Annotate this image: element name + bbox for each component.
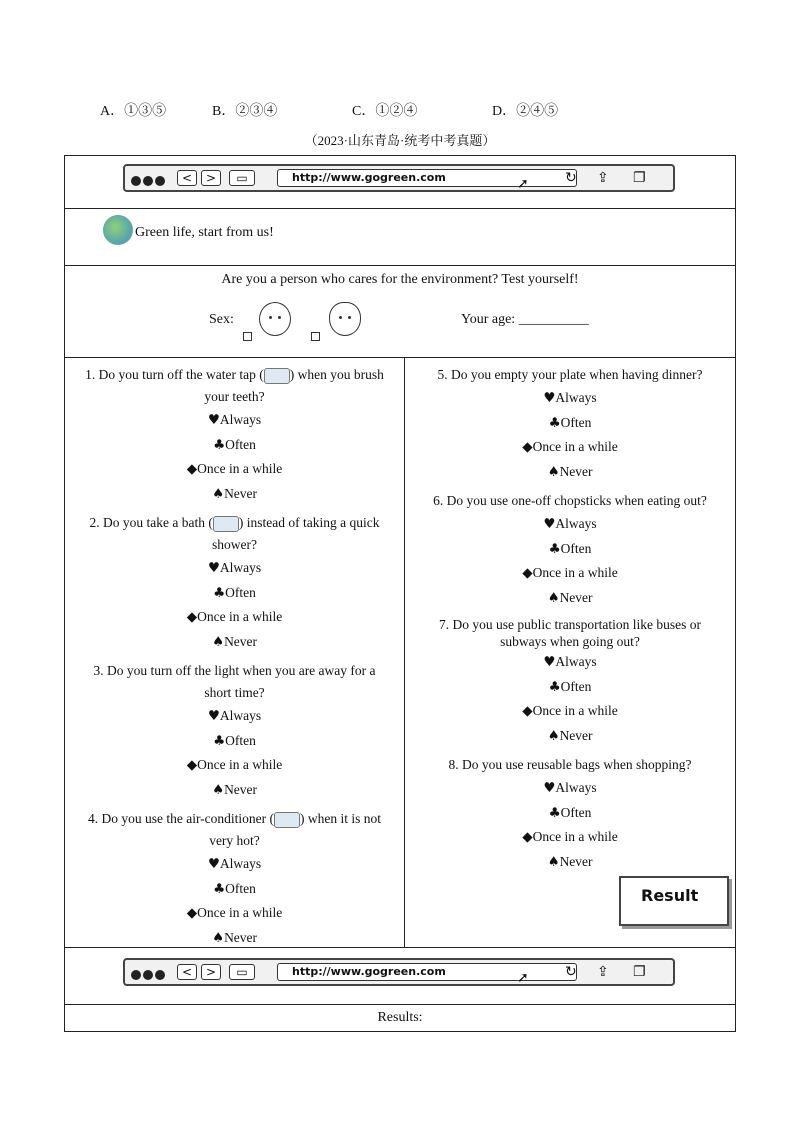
sidebar-icon[interactable]: ▭ (229, 964, 255, 980)
option-label: Always (555, 516, 597, 531)
slogan-row (65, 209, 735, 266)
option-often[interactable] (405, 411, 735, 436)
window-dots-icon (131, 173, 167, 191)
option-never[interactable] (65, 778, 404, 803)
heart-icon: ♥ (543, 780, 556, 796)
heart-icon: ♥ (207, 708, 220, 724)
option-always[interactable] (65, 408, 404, 433)
option-label: Often (225, 584, 256, 600)
heart-icon: ♥ (543, 390, 556, 406)
question-4 (65, 808, 404, 950)
answer-choices (100, 100, 620, 118)
question-8-text: 8. Do you use reusable bags when shopping? (448, 757, 692, 772)
browser-toolbar (123, 958, 675, 986)
option-never[interactable] (405, 460, 735, 485)
option-never[interactable] (65, 630, 404, 655)
option-label: Once in a while (197, 461, 283, 476)
results-label: Results: (377, 1010, 423, 1025)
tabs-icon[interactable]: ❐ (633, 170, 646, 186)
spade-icon: ♠ (211, 781, 225, 798)
diamond-icon: ◆ (186, 757, 198, 773)
option-label: Always (555, 654, 597, 669)
spade-icon: ♠ (547, 589, 560, 606)
mouse-cursor-icon: ➚ (517, 176, 529, 192)
girl-checkbox[interactable] (311, 332, 320, 341)
water-tap-icon (264, 368, 290, 384)
option-label: Often (560, 540, 592, 556)
refresh-icon[interactable]: ↻ (565, 964, 577, 980)
back-icon[interactable]: < (177, 170, 197, 186)
question-3 (65, 660, 404, 802)
option-never[interactable] (65, 926, 404, 951)
questions-row (65, 358, 735, 948)
spade-icon: ♠ (211, 633, 225, 650)
age-field[interactable]: Your age: __________ (461, 312, 589, 327)
browser-toolbar (123, 164, 675, 192)
share-icon[interactable]: ⇪ (597, 964, 609, 980)
choice-c: C．①②④ (352, 104, 418, 119)
heart-icon: ♥ (207, 560, 220, 576)
question-1 (65, 364, 404, 506)
option-label: Always (555, 390, 597, 405)
option-label: Always (219, 708, 262, 723)
option-once[interactable] (65, 753, 404, 778)
browser-bar-row-bottom (65, 948, 735, 1005)
heart-icon: ♥ (207, 856, 220, 872)
option-label: Always (219, 412, 262, 427)
intro-row (65, 266, 735, 358)
results-row (65, 1005, 735, 1031)
option-often[interactable] (65, 581, 404, 606)
exam-source: （2023·山东青岛·统考中考真题） (304, 133, 496, 148)
forward-icon[interactable]: > (201, 964, 221, 980)
bathtub-icon (213, 516, 239, 532)
heart-icon: ♥ (543, 516, 556, 532)
option-often[interactable] (65, 729, 404, 754)
club-icon: ♣ (213, 436, 226, 453)
club-icon: ♣ (213, 732, 226, 749)
club-icon: ♣ (548, 540, 561, 557)
option-label: Once in a while (532, 439, 618, 454)
option-label: Often (560, 414, 592, 430)
green-earth-icon (103, 215, 133, 245)
sidebar-icon[interactable]: ▭ (229, 170, 255, 186)
option-label: Never (224, 633, 258, 649)
heart-icon: ♥ (207, 412, 220, 428)
option-always[interactable] (405, 776, 735, 801)
option-label: Never (224, 929, 258, 945)
option-label: Once in a while (197, 905, 283, 920)
option-label: Often (225, 732, 256, 748)
option-label: Never (224, 781, 258, 797)
question-2-text-start: 2. Do you take a bath ( (89, 515, 213, 530)
option-never[interactable] (405, 586, 735, 611)
intro-heading: Are you a person who cares for the environment? Test yourself! (221, 272, 579, 287)
back-icon[interactable]: < (177, 964, 197, 980)
forward-icon[interactable]: > (201, 170, 221, 186)
air-conditioner-icon (274, 812, 300, 828)
option-label: Always (555, 780, 597, 795)
option-label: Often (560, 678, 592, 694)
diamond-icon: ◆ (522, 565, 533, 581)
club-icon: ♣ (213, 584, 226, 601)
diamond-icon: ◆ (186, 609, 198, 625)
option-once[interactable] (405, 699, 735, 724)
mouse-cursor-icon: ➚ (517, 970, 529, 986)
sex-label: Sex: (209, 312, 234, 327)
questions-left-column (65, 358, 405, 948)
option-never[interactable] (405, 724, 735, 749)
boy-checkbox[interactable] (243, 332, 252, 341)
option-label: Never (559, 589, 593, 605)
share-icon[interactable]: ⇪ (597, 170, 609, 186)
question-5-text: 5. Do you empty your plate when having dinner? (437, 367, 703, 382)
question-7 (405, 616, 735, 748)
questions-right-column (405, 358, 735, 948)
choice-d: D．②④⑤ (492, 104, 559, 119)
question-6-text: 6. Do you use one-off chopsticks when eating out? (433, 493, 707, 508)
question-3-text: 3. Do you turn off the light when you are away for a short time? (93, 663, 376, 700)
option-label: Always (219, 560, 262, 575)
option-once[interactable] (405, 561, 735, 586)
option-label: Never (559, 727, 593, 743)
option-often[interactable] (405, 801, 735, 826)
choice-a: A．①③⑤ (100, 104, 167, 119)
option-often[interactable] (405, 675, 735, 700)
spade-icon: ♠ (547, 853, 560, 870)
option-once[interactable] (405, 825, 735, 850)
option-always[interactable] (65, 852, 404, 877)
option-always[interactable] (65, 556, 404, 581)
slogan-text: Green life, start from us! (135, 225, 274, 240)
club-icon: ♣ (213, 880, 226, 897)
address-bar[interactable]: http://www.gogreen.com (277, 963, 577, 981)
question-1-text-start: 1. Do you turn off the water tap ( (85, 367, 264, 382)
option-once[interactable] (65, 457, 404, 482)
result-button-label: Result (641, 886, 699, 905)
spade-icon: ♠ (211, 485, 225, 502)
option-always[interactable] (65, 704, 404, 729)
spade-icon: ♠ (547, 463, 560, 480)
option-label: Once in a while (532, 829, 618, 844)
option-never[interactable] (65, 482, 404, 507)
option-label: Often (225, 880, 256, 896)
option-label: Always (219, 856, 262, 871)
club-icon: ♣ (548, 414, 561, 431)
option-label: Once in a while (532, 565, 618, 580)
question-4-text-end: ) when it is not very hot? (209, 811, 382, 848)
option-never[interactable] (405, 850, 735, 875)
choice-b: B．②③④ (212, 104, 278, 119)
question-1-text-end: ) when you brush your teeth? (204, 367, 384, 404)
club-icon: ♣ (548, 804, 561, 821)
club-icon: ♣ (548, 678, 561, 695)
boy-face-icon (259, 302, 291, 336)
diamond-icon: ◆ (522, 829, 533, 845)
diamond-icon: ◆ (186, 461, 198, 477)
question-4-text-start: 4. Do you use the air-conditioner ( (87, 811, 275, 826)
option-always[interactable] (405, 512, 735, 537)
spade-icon: ♠ (211, 929, 225, 946)
option-often[interactable] (65, 877, 404, 902)
question-7-text: 7. Do you use public transportation like buses or subways when going out? (438, 617, 702, 649)
question-6 (405, 490, 735, 610)
address-bar[interactable]: http://www.gogreen.com (277, 169, 577, 187)
option-label: Once in a while (532, 703, 618, 718)
option-once[interactable] (405, 435, 735, 460)
diamond-icon: ◆ (522, 703, 533, 719)
browser-bar-row-top (65, 156, 735, 209)
heart-icon: ♥ (543, 654, 556, 670)
question-5 (405, 364, 735, 484)
option-often[interactable] (405, 537, 735, 562)
window-dots-icon (131, 967, 167, 985)
refresh-icon[interactable]: ↻ (565, 170, 577, 186)
option-label: Often (225, 436, 256, 452)
spade-icon: ♠ (547, 727, 560, 744)
option-label: Often (560, 804, 592, 820)
option-often[interactable] (65, 433, 404, 458)
option-always[interactable] (405, 650, 735, 675)
option-label: Never (559, 463, 593, 479)
girl-face-icon (329, 302, 361, 336)
option-once[interactable] (65, 901, 404, 926)
question-2 (65, 512, 404, 654)
diamond-icon: ◆ (522, 439, 533, 455)
option-label: Once in a while (197, 609, 283, 624)
question-8 (405, 754, 735, 874)
result-button[interactable] (619, 876, 729, 926)
question-2-text-end: ) instead of taking a quick shower? (212, 515, 380, 552)
option-always[interactable] (405, 386, 735, 411)
web-page-frame (64, 155, 736, 1032)
option-label: Once in a while (197, 757, 283, 772)
tabs-icon[interactable]: ❐ (633, 964, 646, 980)
diamond-icon: ◆ (186, 905, 198, 921)
option-once[interactable] (65, 605, 404, 630)
option-label: Never (559, 853, 593, 869)
option-label: Never (224, 485, 258, 501)
